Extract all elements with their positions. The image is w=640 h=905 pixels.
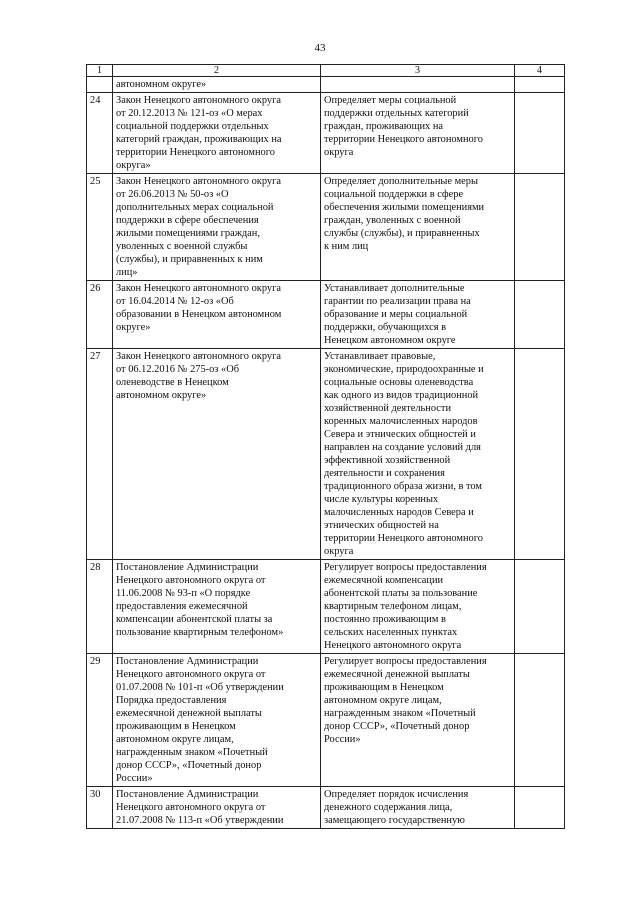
- row-number: 24: [87, 93, 113, 174]
- description-cell: [321, 93, 515, 174]
- legal-act-cell: [113, 560, 321, 654]
- note-cell: [515, 174, 565, 281]
- description-cell: [321, 174, 515, 281]
- note-cell: [515, 93, 565, 174]
- description-cell: [321, 787, 515, 829]
- table-row: [87, 787, 565, 829]
- continuation-desc-cell: [321, 77, 515, 93]
- table-row: [87, 560, 565, 654]
- legal-act-cell: [113, 281, 321, 349]
- note-cell: [515, 281, 565, 349]
- table-row: [87, 174, 565, 281]
- legal-act-text: Закон Ненецкого автономного округа от 26.06.2013 № 50-оз «О дополнительных мерах социальной поддержки в сфере обеспечения жилыми помещениями граждан, уволенных с военной службы (службы), и приравненных к ним лиц»: [116, 176, 281, 278]
- table-row: [87, 349, 565, 560]
- column-header-3: 3: [321, 65, 515, 77]
- legal-act-text: Закон Ненецкого автономного округа от 06.12.2016 № 275-оз «Об оленеводстве в Ненецком автономном округе»: [116, 351, 281, 401]
- page-number: 43: [314, 42, 326, 54]
- row-number: 30: [87, 787, 113, 829]
- description-cell: [321, 560, 515, 654]
- table-row: [87, 654, 565, 787]
- legal-act-cell: [113, 349, 321, 560]
- note-cell: [515, 654, 565, 787]
- legal-act-text: Постановление Администрации Ненецкого автономного округа от 11.06.2008 № 93-п «О порядке предоставления ежемесячной компенсации абонентской платы за пользование квартирным телефоном»: [116, 562, 284, 638]
- continuation-doc-cell: автономном округе»: [113, 77, 321, 93]
- description-text: Регулирует вопросы предоставления ежемесячной компенсации абонентской платы за пользование квартирным телефоном лицам, постоянно проживающим в сельских населенных пунктах Ненецкого автономного округа: [324, 562, 487, 651]
- legal-act-text: Постановление Администрации Ненецкого автономного округа от 21.07.2008 № 113-п «Об утверждении: [116, 789, 284, 826]
- column-header-4: 4: [515, 65, 565, 77]
- legal-act-text: Закон Ненецкого автономного округа от 16.04.2014 № 12-оз «Об образовании в Ненецком автономном округе»: [116, 283, 282, 333]
- column-header-2: 2: [113, 65, 321, 77]
- note-cell: [515, 349, 565, 560]
- legal-act-cell: [113, 787, 321, 829]
- note-cell: [515, 787, 565, 829]
- row-number: 29: [87, 654, 113, 787]
- legal-act-cell: [113, 174, 321, 281]
- description-cell: [321, 281, 515, 349]
- legal-act-cell: [113, 654, 321, 787]
- legal-act-cell: [113, 93, 321, 174]
- table-row: [87, 93, 565, 174]
- column-header-1: 1: [87, 65, 113, 77]
- legal-act-text: Постановление Администрации Ненецкого автономного округа от 01.07.2008 № 101-п «Об утверждении Порядка предоставления ежемесячной денежной выплаты проживающим в Ненецком автономном округе лицам, награжденным знаком «Почетный донор СССР», «Почетный донор России»: [116, 656, 284, 784]
- description-text: Устанавливает правовые, экономические, природоохранные и социальные основы оленеводства как одного из видов традиционной хозяйственной деятельности коренных малочисленных народов Севера и этнических общностей и направлен на создание условий для эффективной хозяйственной деятельности и сохранения традиционного образа жизни, в том числе культуры коренных малочисленных народов Севера и этнических общностей на территории Ненецкого автономного округа: [324, 351, 484, 557]
- description-text: Определяет порядок исчисления денежного содержания лица, замещающего государственную: [324, 789, 469, 826]
- description-text: Определяет меры социальной поддержки отдельных категорий граждан, проживающих на территории Ненецкого автономного округа: [324, 95, 483, 158]
- note-cell: [515, 560, 565, 654]
- row-number: 27: [87, 349, 113, 560]
- row-number: 26: [87, 281, 113, 349]
- description-text: Регулирует вопросы предоставления ежемесячной денежной выплаты проживающим в Ненецком автономном округе лицам, награжденным знаком «Почетный донор СССР», «Почетный донор России»: [324, 656, 487, 745]
- legal-acts-table: [86, 64, 565, 829]
- legal-act-text: Закон Ненецкого автономного округа от 20.12.2013 № 121-оз «О мерах социальной поддержки отдельных категорий граждан, проживающих на территории Ненецкого автономного округа»: [116, 95, 282, 171]
- column-number-row: [87, 65, 565, 77]
- continuation-row: [87, 77, 565, 93]
- table-row: [87, 281, 565, 349]
- description-cell: [321, 654, 515, 787]
- row-number: 28: [87, 560, 113, 654]
- description-text: Устанавливает дополнительные гарантии по реализации права на образование и меры социальной поддержки, обучающихся в Ненецком автономном округе: [324, 283, 471, 346]
- description-text: Определяет дополнительные меры социальной поддержки в сфере обеспечения жилыми помещениями граждан, уволенных с военной службы (службы), и приравненных к ним лиц: [324, 176, 485, 252]
- description-cell: [321, 349, 515, 560]
- continuation-num-cell: [87, 77, 113, 93]
- row-number: 25: [87, 174, 113, 281]
- continuation-note-cell: [515, 77, 565, 93]
